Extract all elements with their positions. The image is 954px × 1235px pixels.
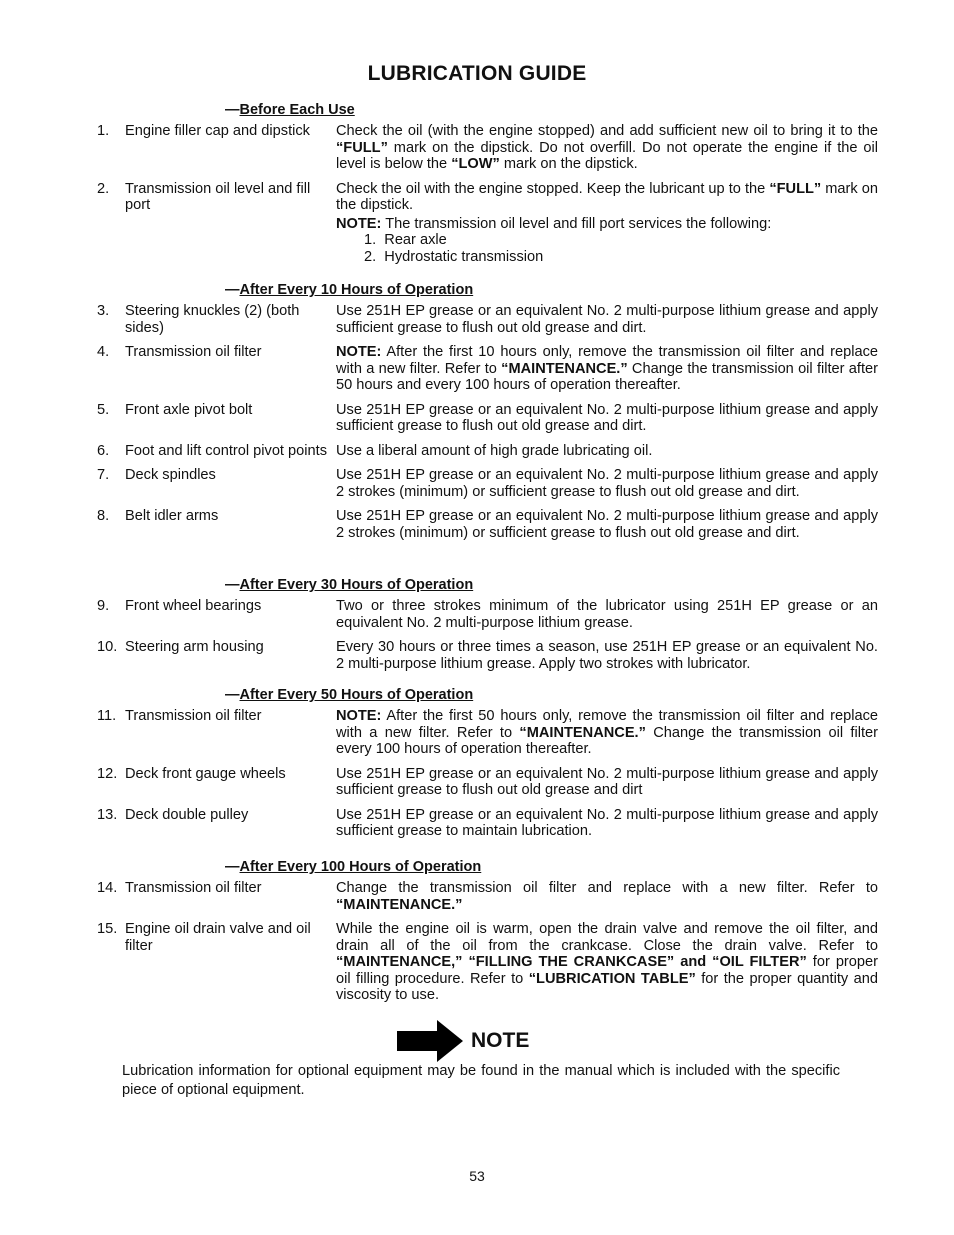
item-number: 11.: [97, 708, 117, 724]
item-number: 10.: [97, 639, 118, 655]
body-text: for proper oil filling procedure. Refer to: [336, 954, 879, 987]
section-before-each-use: [97, 101, 878, 273]
item-name: Foot and lift control pivot points: [125, 442, 327, 459]
description-paragraph: [336, 921, 878, 1004]
sub-list-item: 2. Hydrostatic transmission: [364, 248, 544, 265]
emphasis-text: “MAINTENANCE.”: [501, 360, 628, 377]
body-text: Use 251H EP grease or an equivalent No. 2 multi-purpose lithium grease and apply sufficient grease to flush out old grease and dirt.: [336, 401, 878, 434]
item-description: [336, 443, 878, 460]
item-description: [336, 766, 878, 799]
section-heading-text: Before Each Use: [239, 102, 355, 118]
item-number: 6.: [97, 442, 110, 459]
item-description: [336, 708, 878, 758]
description-paragraph: [336, 708, 878, 758]
item-description: [336, 123, 878, 173]
description-paragraph: [336, 807, 878, 840]
emphasis-text: NOTE:: [336, 708, 382, 724]
sub-list-item: 1. Rear axle: [364, 232, 447, 248]
section-50-hours: [97, 686, 878, 848]
description-paragraph: [336, 598, 878, 631]
item-name: Engine oil drain valve and oil filter: [125, 921, 311, 954]
description-paragraph: [336, 639, 878, 672]
description-paragraph: [336, 123, 878, 173]
item-name: Steering arm housing: [125, 639, 264, 655]
emphasis-text: “LOW”: [451, 156, 500, 172]
item-description: [336, 880, 878, 913]
item-number: 5.: [97, 401, 110, 418]
body-text: mark on the dipstick.: [499, 156, 638, 172]
body-text: Two or three strokes minimum of the lubricator using 251H EP grease or an equivalent No. 2 multi-purpose lithium grease.: [336, 598, 878, 631]
lubrication-row: [97, 123, 878, 173]
description-paragraph: [336, 181, 878, 214]
item-number: 12.: [97, 765, 118, 782]
body-text: for the proper quantity and viscosity to use.: [336, 970, 878, 1003]
item-name: Transmission oil filter: [125, 880, 262, 896]
lubrication-row: [97, 508, 878, 541]
item-name: Deck spindles: [125, 467, 216, 483]
description-paragraph: [336, 766, 878, 799]
emphasis-text: “LUBRICATION TABLE”: [528, 970, 696, 987]
description-paragraph: [336, 344, 878, 394]
emphasis-text: “MAINTENANCE.”: [336, 896, 463, 913]
emphasis-text: “FULL”: [769, 180, 822, 197]
body-text: Change the transmission oil filter and replace with a new filter. Refer to: [336, 880, 878, 896]
emphasis-text: “MAINTENANCE,” “FILLING THE CRANKCASE” and “OIL FILTER”: [336, 954, 807, 970]
item-description: [336, 807, 878, 840]
item-number: 8.: [97, 508, 110, 524]
item-name: Front axle pivot bolt: [125, 401, 253, 418]
item-name: Belt idler arms: [125, 508, 219, 524]
item-name: Deck front gauge wheels: [125, 765, 286, 782]
body-text: Use a liberal amount of high grade lubricating oil.: [336, 442, 653, 459]
item-description: [336, 303, 878, 336]
description-paragraph: [336, 467, 878, 500]
body-text: Use 251H EP grease or an equivalent No. 2 multi-purpose lithium grease and apply sufficient grease to maintain lubrication.: [336, 806, 878, 839]
item-description: [336, 921, 878, 1004]
lubrication-row: [97, 443, 878, 460]
section-heading: —After Every 10 Hours of Operation: [225, 282, 474, 298]
lubrication-row: [97, 598, 878, 631]
body-text: The transmission oil level and fill port services the following:: [381, 215, 772, 232]
item-name: Transmission oil level and fill port: [125, 180, 311, 213]
emphasis-text: “FULL”: [336, 139, 388, 156]
section-100-hours: [97, 858, 878, 1012]
body-text: Check the oil with the engine stopped. Keep the lubricant up to the: [336, 180, 770, 197]
body-text: While the engine oil is warm, open the drain valve and remove the oil filter, and drain all of the oil from the crankcase. Close the drain valve. Refer to: [336, 921, 878, 954]
item-description: [336, 402, 878, 435]
item-name: Steering knuckles (2) (both sides): [125, 303, 300, 336]
item-description: [336, 508, 878, 541]
page-number: 53: [469, 1168, 485, 1184]
emphasis-text: NOTE:: [336, 344, 382, 360]
body-text: Change the transmission oil filter after 50 hours and every 100 hours of operation thereafter.: [336, 360, 878, 393]
body-text: Use 251H EP grease or an equivalent No. 2 multi-purpose lithium grease and apply 2 strokes (minimum) or sufficient grease to flush out old grease and dirt.: [336, 467, 878, 500]
description-paragraph: [336, 303, 878, 336]
body-text: Change the transmission oil filter every 100 hours of operation thereafter.: [336, 724, 878, 757]
item-name: Transmission oil filter: [125, 708, 262, 724]
note-label: NOTE: [471, 1029, 530, 1052]
body-text: Check the oil (with the engine stopped) and add sufficient new oil to bring it to the: [336, 123, 878, 139]
item-number: 3.: [97, 303, 110, 319]
item-name: Deck double pulley: [125, 806, 249, 823]
lubrication-row: [97, 181, 878, 266]
item-description: [336, 344, 878, 394]
item-description: [336, 598, 878, 631]
body-text: Use 251H EP grease or an equivalent No. 2 multi-purpose lithium grease and apply 2 strokes (minimum) or sufficient grease to flush out old grease and dirt.: [336, 508, 878, 541]
body-text: After the first 10 hours only, remove the transmission oil filter and replace with a new filter. Refer to: [336, 344, 878, 377]
section-heading-text: After Every 30 Hours of Operation: [239, 577, 474, 593]
item-number: 1.: [97, 123, 110, 139]
arrow-right-icon: [397, 1020, 463, 1062]
note-banner: [397, 1020, 529, 1062]
item-number: 15.: [97, 921, 118, 937]
emphasis-text: NOTE:: [336, 215, 382, 232]
section-heading-text: After Every 10 Hours of Operation: [239, 282, 474, 298]
lubrication-row: [97, 402, 878, 435]
note-text: Lubrication information for optional equipment may be found in the manual which is included with the specific piece of optional equipment.: [122, 1063, 840, 1098]
body-text: mark on the dipstick.: [336, 180, 878, 213]
item-number: 4.: [97, 344, 110, 360]
section-heading: —After Every 50 Hours of Operation: [225, 687, 474, 703]
body-text: After the first 50 hours only, remove the transmission oil filter and replace with a new filter. Refer to: [336, 708, 878, 741]
item-description: [336, 639, 878, 672]
item-description: [336, 467, 878, 500]
sub-list: [336, 232, 878, 265]
section-heading: —After Every 100 Hours of Operation: [225, 859, 482, 875]
item-name: Transmission oil filter: [125, 344, 262, 360]
item-name: Front wheel bearings: [125, 598, 262, 614]
item-number: 13.: [97, 806, 118, 823]
item-description: [336, 181, 878, 266]
description-note: [336, 216, 878, 233]
body-text: Every 30 hours or three times a season, use 251H EP grease or an equivalent No. 2 multi-purpose lithium grease. Apply two strokes with lubricator.: [336, 639, 878, 672]
page-title: LUBRICATION GUIDE: [367, 62, 587, 85]
description-paragraph: [336, 402, 878, 435]
emphasis-text: “MAINTENANCE.”: [519, 724, 646, 741]
section-heading-text: After Every 50 Hours of Operation: [239, 687, 474, 703]
lubrication-row: [97, 766, 878, 799]
lubrication-row: [97, 467, 878, 500]
body-text: mark on the dipstick. Do not overfill. Do not operate the engine if the oil level is below the: [336, 139, 878, 172]
lubrication-row: [97, 807, 878, 840]
item-number: 14.: [97, 880, 118, 896]
body-text: Use 251H EP grease or an equivalent No. 2 multi-purpose lithium grease and apply sufficient grease to flush out old grease and dirt: [336, 765, 878, 798]
description-paragraph: [336, 508, 878, 541]
section-10-hours: [97, 281, 878, 549]
lubrication-row: [97, 708, 878, 758]
lubrication-row: [97, 880, 878, 913]
section-heading-text: After Every 100 Hours of Operation: [239, 859, 482, 875]
lubrication-row: [97, 639, 878, 672]
item-name: Engine filler cap and dipstick: [125, 123, 310, 139]
section-heading: —After Every 30 Hours of Operation: [225, 577, 474, 593]
lubrication-row: [97, 344, 878, 394]
lubrication-row: [97, 921, 878, 1004]
section-heading: —Before Each Use: [225, 102, 355, 118]
item-number: 9.: [97, 598, 110, 614]
description-paragraph: [336, 443, 878, 460]
description-paragraph: [336, 880, 878, 913]
lubrication-row: [97, 303, 878, 336]
body-text: Use 251H EP grease or an equivalent No. 2 multi-purpose lithium grease and apply sufficient grease to flush out old grease and dirt.: [336, 303, 878, 336]
section-30-hours: [97, 576, 878, 680]
item-number: 7.: [97, 467, 110, 483]
item-number: 2.: [97, 180, 110, 197]
